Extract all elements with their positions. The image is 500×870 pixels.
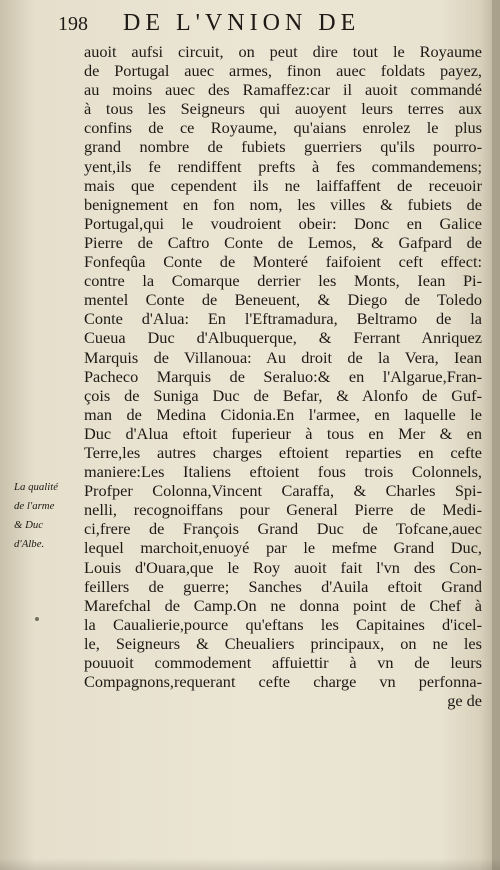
text-line: Duc d'Alua eftoit fuperieur à tous en Mer & en — [84, 423, 482, 443]
body-text — [84, 42, 482, 710]
text-line: le, Seigneurs & Cheualiers principaux, on ne les — [84, 633, 482, 653]
text-line: yent,ils fe rendiffent prefts à fes commandemens; — [84, 156, 482, 176]
text-line: maniere:Les Italiens eftoient fous trois Colonnels, — [84, 462, 482, 482]
text-line: Pacheco Marquis de Seraluo:& en l'Algarue,Fran- — [84, 366, 482, 386]
text-line: auoit aufsi circuit, on peut dire tout le Royaume — [84, 42, 482, 61]
text-line: nelli, recognoiffans pour General Pierre de Medi- — [84, 500, 482, 520]
text-line: pouuoit commodement affuiettir à vn de leurs — [84, 653, 482, 672]
running-title: DE L'VNION DE — [123, 10, 361, 36]
margin-note — [14, 478, 84, 554]
text-line: mentel Conte de Beneuent, & Diego de Toledo — [84, 290, 482, 310]
text-line: de Portugal auec armes, finon auec foldats payez, — [84, 61, 482, 81]
text-line: feillers de guerre; Sanches d'Auila eftoit Grand — [84, 576, 482, 596]
ink-mark — [35, 617, 39, 621]
text-line: à tous les Seigneurs qui auoyent leurs terres aux — [84, 99, 482, 119]
text-line: ci,frere de François Grand Duc de Tofcane,auec — [84, 519, 482, 539]
text-line: confins de ce Royaume, qu'aians enrolez le plus — [84, 118, 482, 138]
text-line: la Caualierie,pource qu'eftans les Capitaines d'icel- — [84, 614, 482, 634]
margin-note-line: & Duc — [14, 519, 44, 531]
page-shadow — [0, 858, 500, 870]
text-line: Portugal,qui le voudroient obeir: Donc en Galice — [84, 213, 482, 233]
text-line: lequel marchoit,enuoyé par le mefme Grand Duc, — [84, 538, 482, 558]
margin-note-line: d'Albe. — [14, 538, 45, 550]
page-number: 198 — [58, 13, 88, 35]
text-line: Marefchal de Camp.On ne donna point de Chef à — [84, 595, 482, 615]
text-line: Profper Colonna,Vincent Caraffa, & Charles Spi- — [84, 481, 482, 501]
text-line: çois de Suniga Duc de Befar, & Alonfo de Guf- — [84, 385, 482, 405]
catchword: ge de — [447, 691, 482, 711]
page-header — [58, 10, 480, 40]
text-line: Terre,les autres charges eftoient reparties en cefte — [84, 442, 482, 462]
margin-note-line: La qualité — [14, 481, 59, 493]
text-line: Marquis de Villanoua: Au droit de la Vera, Iean — [84, 347, 482, 367]
text-line: Compagnons,requerant cefte charge vn perfonna- — [84, 672, 482, 692]
text-line: contre la Comarque derrier les Monts, Iean Pi- — [84, 271, 482, 291]
text-line: benignement en fon nom, les villes & fubiets de — [84, 194, 482, 214]
text-line: Conte d'Alua: En l'Eftramadura, Beltramo de la — [84, 309, 482, 329]
text-line: Pierre de Caftro Conte de Lemos, & Gafpard de — [84, 232, 482, 252]
margin-note-line: de l'arme — [14, 500, 55, 512]
text-line: mais que cependent ils ne laiffaffent de receuoir — [84, 175, 482, 195]
text-line: Cueua Duc d'Albuquerque, & Ferrant Anriquez — [84, 328, 482, 348]
binding-edge — [492, 0, 500, 870]
text-line: man de Medina Cidonia.En l'armee, en laquelle le — [84, 404, 482, 424]
text-line: au moins auec des Ramaffez:car il auoit commandé — [84, 80, 482, 100]
text-line: grand nombre de fubiets guerriers qu'ils pourro- — [84, 137, 482, 157]
text-line: Fonfeqûa Conte de Monteré faifoient ceft effect: — [84, 252, 482, 272]
text-line: Louis d'Ouara,que le Roy auoit fait l'vn des Con- — [84, 557, 482, 577]
